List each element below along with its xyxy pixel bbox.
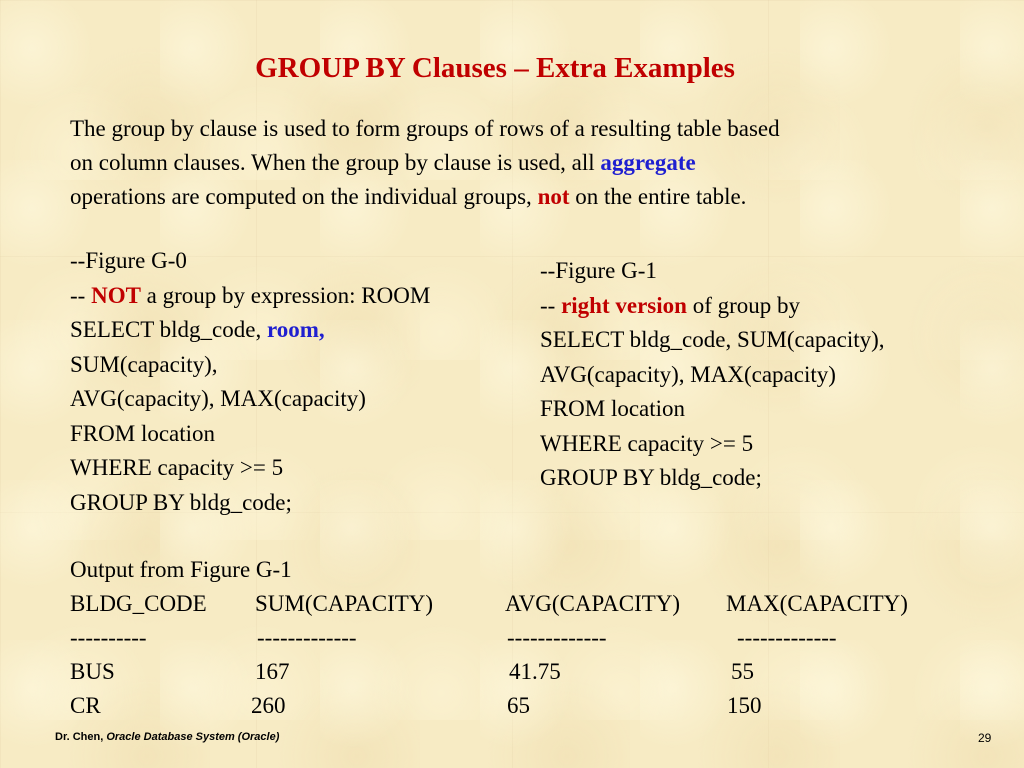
intro-line-1: The group by clause is used to form groups of rows of a resulting table based: [70, 116, 780, 141]
page-number: 29: [978, 731, 992, 745]
figure-g0-select-text: SELECT bldg_code,: [70, 317, 267, 342]
intro-line-2: [70, 146, 970, 180]
intro-line-2-text: on column clauses. When the group by clause is used, all: [70, 150, 601, 175]
column-separator: ----------: [70, 625, 147, 650]
figure-g0-sum: SUM(capacity),: [70, 351, 218, 377]
figure-g0-note-text: a group by expression: ROOM: [140, 282, 431, 308]
figure-g0-where: WHERE capacity >= 5: [70, 455, 284, 480]
aggregate-keyword: aggregate: [600, 150, 696, 175]
column-separator: -------------: [257, 625, 357, 650]
figure-g1-note: [540, 289, 885, 324]
not-keyword: not: [537, 184, 570, 209]
table-cell: CR: [70, 693, 101, 718]
figure-g1-where: WHERE capacity >= 5: [540, 430, 754, 456]
footer-credit: [55, 731, 279, 743]
figure-g1-from: FROM location: [540, 396, 686, 421]
table-cell: 260: [251, 693, 286, 718]
intro-paragraph: [70, 112, 970, 214]
figure-g0-code: [70, 244, 430, 520]
table-cell: 41.75: [509, 659, 561, 684]
intro-line-3-text: operations are computed on the individual groups,: [70, 184, 538, 209]
figure-g1-heading: --Figure G-1: [540, 258, 657, 283]
column-header: MAX(CAPACITY): [726, 591, 908, 616]
intro-line-3: [70, 180, 970, 214]
figure-g1-avgmax: AVG(capacity), MAX(capacity): [540, 361, 836, 387]
figure-g0-note: [70, 279, 430, 314]
footer-author: Dr. Chen,: [55, 731, 107, 743]
column-separator: -------------: [737, 625, 837, 650]
figure-g1-group: GROUP BY bldg_code;: [540, 465, 762, 490]
column-separator: -------------: [507, 625, 607, 650]
intro-line-3-end: on the entire table.: [569, 184, 747, 209]
slide-title: GROUP BY Clauses – Extra Examples: [255, 52, 735, 84]
footer-course: Oracle Database System (Oracle): [106, 731, 280, 743]
column-header: AVG(CAPACITY): [505, 591, 681, 616]
column-header: BLDG_CODE: [70, 591, 207, 616]
output-heading: Output from Figure G-1: [70, 557, 292, 582]
figure-g0-select: [70, 313, 430, 348]
figure-g1-note-text: of group by: [686, 292, 801, 318]
table-cell: 150: [727, 693, 762, 718]
table-cell: 65: [507, 693, 530, 718]
figure-g0-group: GROUP BY bldg_code;: [70, 489, 292, 515]
figure-g0-heading: --Figure G-0: [70, 248, 187, 273]
column-header: SUM(CAPACITY): [255, 591, 434, 616]
figure-g1-right-version: right version: [561, 292, 687, 318]
figure-g0-from: FROM location: [70, 420, 216, 446]
figure-g1-code: [540, 254, 885, 496]
table-cell: 167: [255, 659, 290, 684]
figure-g0-avgmax: AVG(capacity), MAX(capacity): [70, 386, 366, 411]
figure-g0-not-keyword: NOT: [91, 282, 141, 308]
table-cell: BUS: [70, 659, 115, 684]
figure-g1-select: SELECT bldg_code, SUM(capacity),: [540, 327, 885, 352]
figure-g1-note-prefix: --: [540, 292, 562, 318]
figure-g0-note-prefix: --: [70, 282, 92, 308]
figure-g0-room-keyword: room,: [266, 317, 325, 342]
table-cell: 55: [731, 659, 754, 684]
